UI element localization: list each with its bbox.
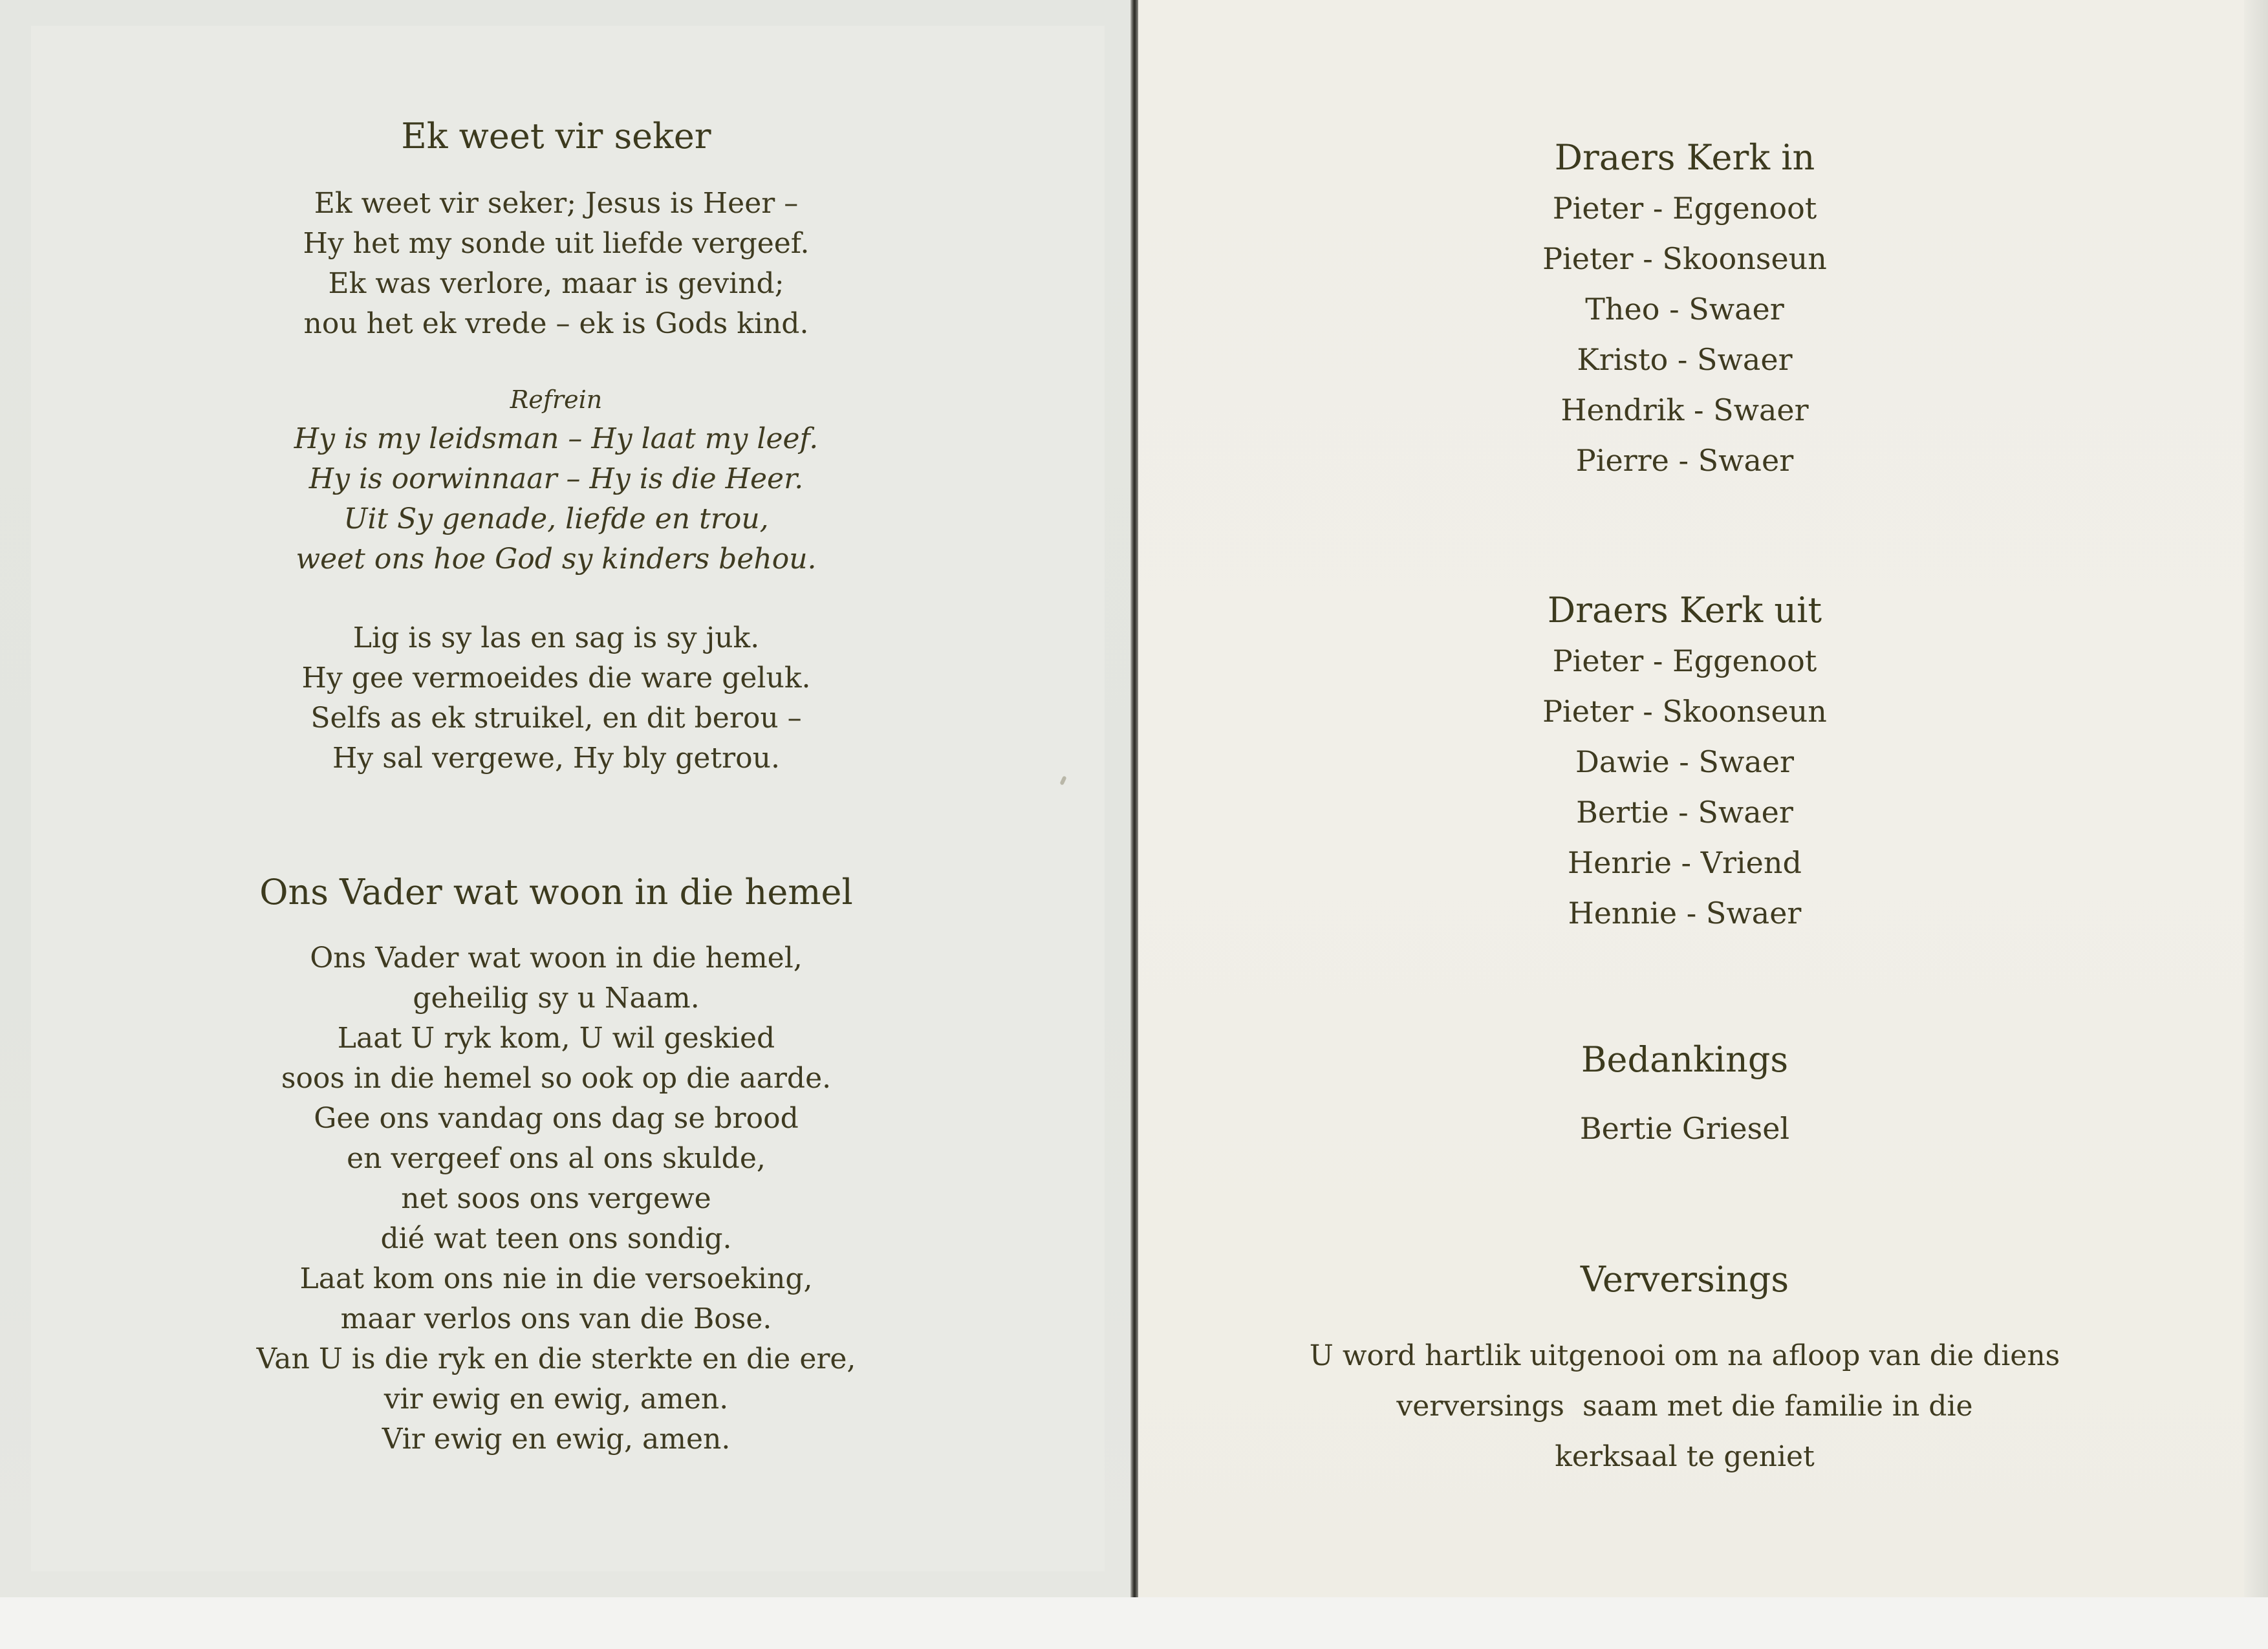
list-item: Hendrik - Swaer xyxy=(1561,393,1809,427)
refrain-line: Hy is oorwinnaar – Hy is die Heer. xyxy=(308,462,804,495)
verse-line: Hy sal vergewe, Hy bly getrou. xyxy=(332,742,780,775)
refreshments-text xyxy=(1138,1331,2231,1482)
list-item: Bertie - Swaer xyxy=(1576,795,1793,830)
refrain-line: Uit Sy genade, liefde en trou, xyxy=(343,502,769,535)
left-page xyxy=(0,0,1130,1597)
list-item: Pierre - Swaer xyxy=(1575,443,1794,478)
thanks-name: Bertie Griesel xyxy=(1579,1111,1790,1146)
thanks-title: Bedankings xyxy=(1581,1039,1789,1080)
list-item: Pieter - Skoonseun xyxy=(1542,694,1827,729)
hymn-section xyxy=(0,114,1112,779)
prayer-line: en vergeef ons al ons skulde, xyxy=(347,1142,766,1175)
prayer-section xyxy=(0,870,1112,1460)
book-spine xyxy=(1130,0,1138,1597)
scan-margin xyxy=(0,1597,2268,1649)
list-item: Pieter - Skoonseun xyxy=(1542,241,1827,276)
verse-line: Lig is sy las en sag is sy juk. xyxy=(352,621,760,654)
hymn-title: Ek weet vir seker xyxy=(401,116,711,156)
verse-line: Ek weet vir seker; Jesus is Heer – xyxy=(314,187,799,220)
prayer-line: Vir ewig en ewig, amen. xyxy=(382,1423,731,1456)
prayer-line: vir ewig en ewig, amen. xyxy=(383,1383,729,1416)
pallbearers-in-title: Draers Kerk in xyxy=(1554,137,1815,178)
list-item: Hennie - Swaer xyxy=(1568,896,1802,931)
prayer-line: Laat kom ons nie in die versoeking, xyxy=(299,1262,813,1295)
right-page xyxy=(1138,0,2268,1597)
hymn-verse-2 xyxy=(0,618,1112,779)
verse-line: Hy het my sonde uit liefde vergeef. xyxy=(303,227,810,260)
prayer-line: Laat U ryk kom, U wil geskied xyxy=(337,1022,775,1055)
list-item: Pieter - Eggenoot xyxy=(1552,643,1817,678)
prayer-line: geheilig sy u Naam. xyxy=(413,982,700,1015)
list-item: Pieter - Eggenoot xyxy=(1552,191,1817,226)
list-item: Kristo - Swaer xyxy=(1577,342,1793,377)
thanks-section xyxy=(1138,1035,2231,1154)
hymn-verse-1 xyxy=(0,184,1112,344)
refrain-line: Hy is my leidsman – Hy laat my leef. xyxy=(294,422,819,455)
list-item: Theo - Swaer xyxy=(1585,292,1784,327)
refrain-label: Refrein xyxy=(510,385,603,414)
pallbearers-in-section xyxy=(1138,133,2231,486)
verse-line: Ek was verlore, maar is gevind; xyxy=(328,267,784,300)
prayer-body xyxy=(0,938,1112,1460)
prayer-line: dié wat teen ons sondig. xyxy=(380,1222,732,1255)
paragraph-line: U word hartlik uitgenooi om na afloop van die diens xyxy=(1309,1339,2060,1372)
prayer-title: Ons Vader wat woon in die hemel xyxy=(259,872,853,912)
verse-line: Hy gee vermoeides die ware geluk. xyxy=(301,662,811,695)
verse-line: Selfs as ek struikel, en dit berou – xyxy=(310,702,802,735)
list-item: Henrie - Vriend xyxy=(1568,845,1802,880)
prayer-line: Ons Vader wat woon in die hemel, xyxy=(310,942,803,975)
prayer-line: Gee ons vandag ons dag se brood xyxy=(314,1102,799,1135)
refrain-line: weet ons hoe God sy kinders behou. xyxy=(296,543,817,576)
prayer-line: soos in die hemel so ook op die aarde. xyxy=(281,1062,832,1095)
list-item: Dawie - Swaer xyxy=(1575,744,1794,779)
paragraph-line: verversings saam met die familie in die xyxy=(1396,1390,1973,1423)
paragraph-line: kerksaal te geniet xyxy=(1555,1440,1815,1473)
pallbearers-in-list xyxy=(1138,183,2231,486)
pallbearers-out-title: Draers Kerk uit xyxy=(1547,590,1822,630)
refreshments-section xyxy=(1138,1255,2231,1482)
prayer-line: net soos ons vergewe xyxy=(401,1182,711,1215)
page-edge xyxy=(2244,0,2268,1597)
prayer-line: Van U is die ryk en die sterkte en die ere, xyxy=(256,1342,856,1375)
pallbearers-out-list xyxy=(1138,636,2231,938)
hymn-refrain xyxy=(0,380,1112,579)
verse-line: nou het ek vrede – ek is Gods kind. xyxy=(303,307,809,340)
prayer-line: maar verlos ons van die Bose. xyxy=(340,1302,772,1335)
pallbearers-out-section xyxy=(1138,585,2231,938)
refreshments-title: Verversings xyxy=(1580,1259,1789,1300)
